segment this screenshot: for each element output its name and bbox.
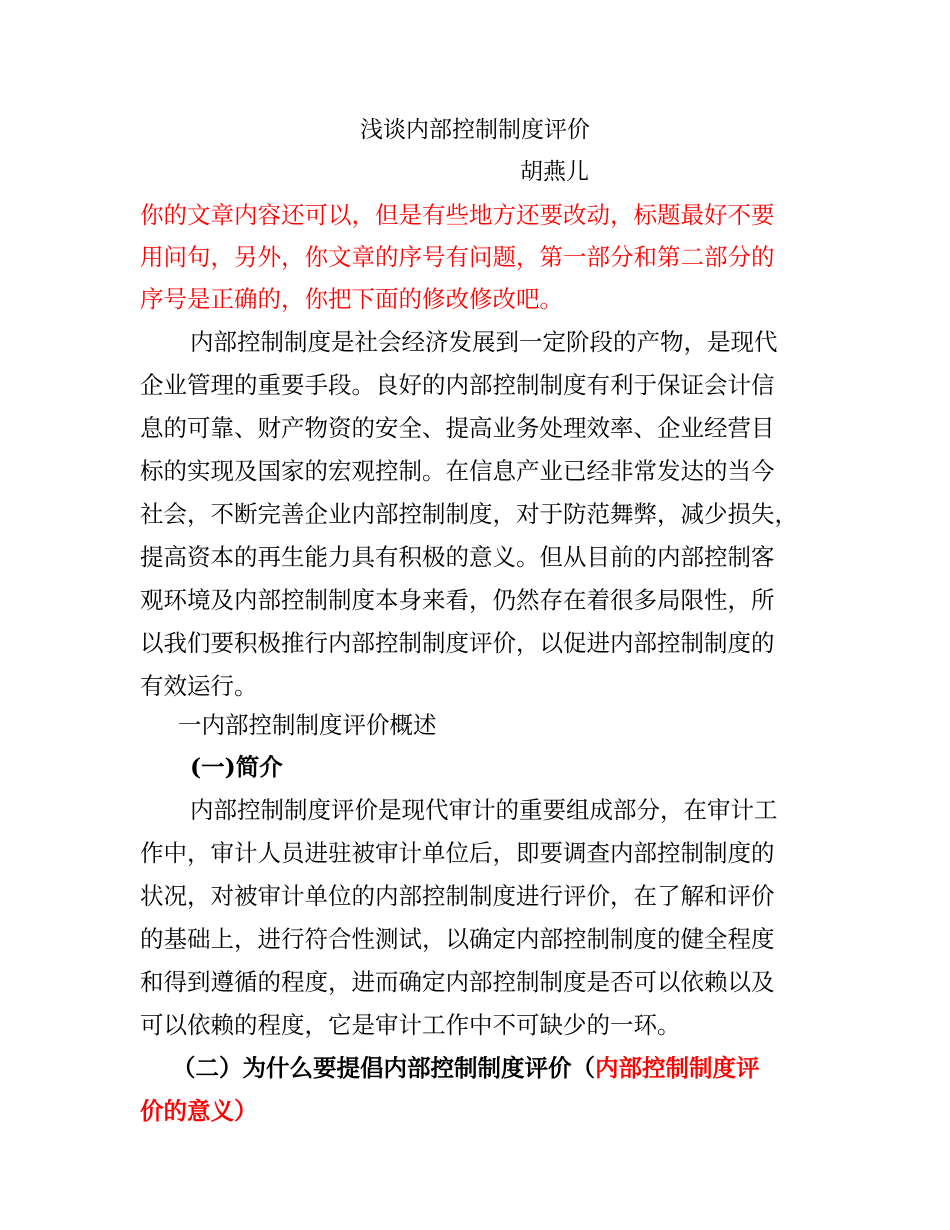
intro-line: 社会，不断完善企业内部控制制度，对于防范舞弊，减少损失，: [140, 500, 798, 528]
subsection-heading: [172, 1048, 760, 1088]
subsection-heading-comment: 价的意义）: [140, 1097, 258, 1125]
comment-line: 你的文章内容还可以，但是有些地方还要改动，标题最好不要: [140, 201, 775, 229]
author-name: 胡燕儿: [520, 159, 589, 185]
comment-line: 序号是正确的，你把下面的修改修改吧。: [140, 285, 563, 313]
body-line: 内部控制制度评价是现代审计的重要组成部分，在审计工: [190, 796, 778, 824]
intro-line: 观环境及内部控制制度本身来看，仍然存在着很多局限性，所: [140, 586, 775, 614]
intro-line: 企业管理的重要手段。良好的内部控制制度有利于保证会计信: [140, 371, 775, 399]
intro-line: 内部控制制度是社会经济发展到一定阶段的产物，是现代: [190, 328, 778, 356]
document-title: 浅谈内部控制制度评价: [360, 117, 590, 143]
body-line: 和得到遵循的程度，进而确定内部控制制度是否可以依赖以及: [140, 968, 775, 996]
subsection-heading: (一)简介: [190, 753, 283, 781]
intro-line: 以我们要积极推行内部控制制度评价，以促进内部控制制度的: [140, 629, 775, 657]
intro-line: 提高资本的再生能力具有积极的意义。但从目前的内部控制客: [140, 543, 775, 571]
subsection-heading-text: （二）为什么要提倡内部控制制度评价（: [172, 1054, 595, 1082]
body-line: 可以依赖的程度，它是审计工作中不可缺少的一环。: [140, 1011, 681, 1039]
comment-line: 用问句，另外，你文章的序号有问题，第一部分和第二部分的: [140, 243, 775, 271]
intro-line: 息的可靠、财产物资的安全、提高业务处理效率、企业经营目: [140, 414, 775, 442]
body-line: 状况，对被审计单位的内部控制制度进行评价，在了解和评价: [140, 882, 775, 910]
intro-line: 有效运行。: [140, 672, 258, 700]
intro-line: 标的实现及国家的宏观控制。在信息产业已经非常发达的当今: [140, 457, 775, 485]
subsection-heading-comment: 内部控制制度评: [595, 1054, 760, 1082]
body-line: 的基础上，进行符合性测试，以确定内部控制制度的健全程度: [140, 925, 775, 953]
body-line: 作中，审计人员进驻被审计单位后，即要调查内部控制制度的: [140, 839, 775, 867]
section-heading: 一内部控制制度评价概述: [178, 711, 437, 739]
